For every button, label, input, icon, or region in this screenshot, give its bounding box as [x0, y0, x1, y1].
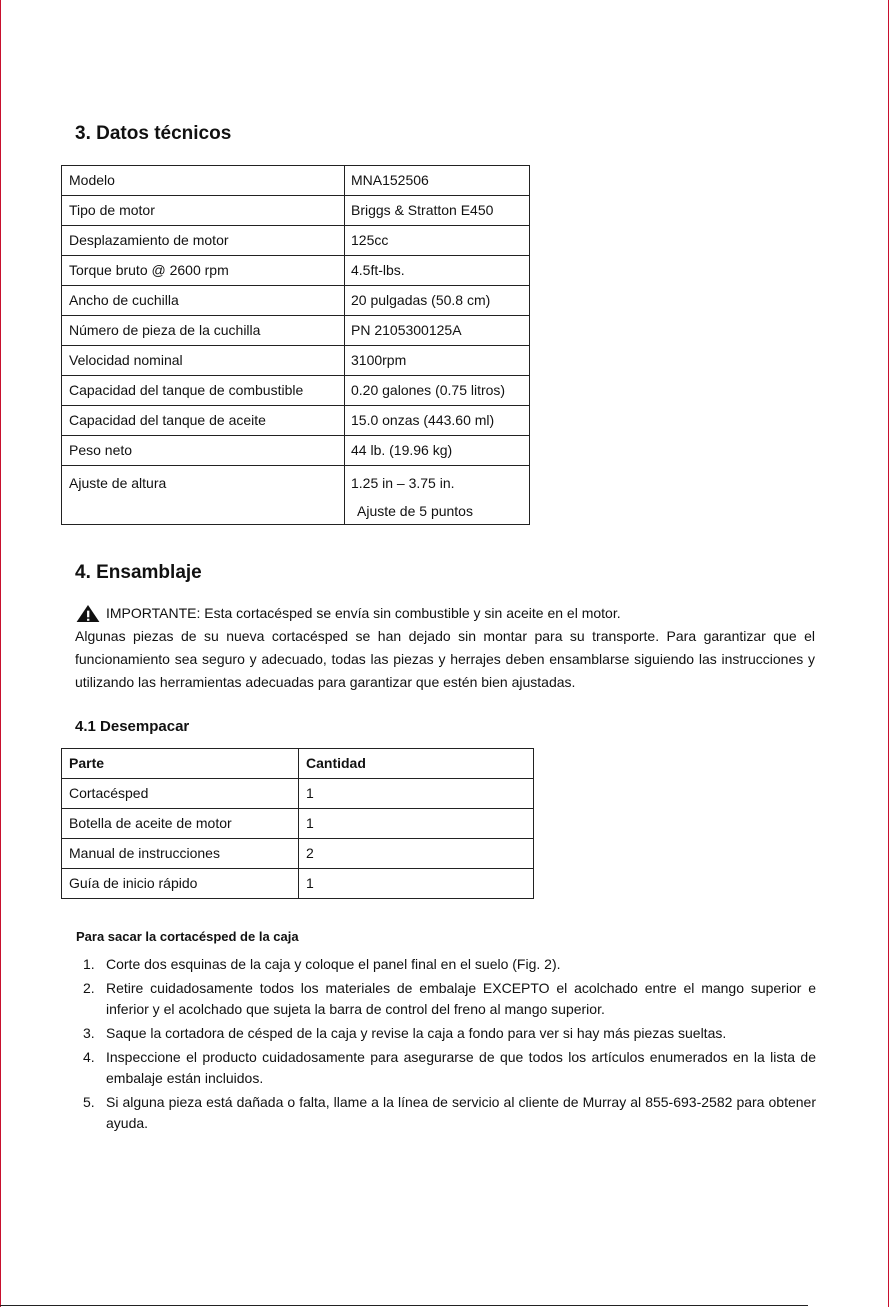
list-item — [76, 978, 816, 1020]
step-number: 1. — [83, 956, 95, 972]
important-notice — [75, 602, 815, 694]
table-row — [62, 346, 530, 376]
table-row — [62, 466, 530, 525]
column-header-quantity: Cantidad — [299, 749, 534, 779]
spec-label: Capacidad del tanque de aceite — [62, 406, 345, 436]
spec-value: 4.5ft-lbs. — [345, 256, 530, 286]
spec-value: 0.20 galones (0.75 litros) — [345, 376, 530, 406]
table-row — [62, 196, 530, 226]
part-quantity: 1 — [299, 869, 534, 899]
table-row — [62, 256, 530, 286]
section-4-heading: 4. Ensamblaje — [75, 562, 202, 583]
list-item — [76, 954, 816, 975]
spec-value: 125cc — [345, 226, 530, 256]
step-text: Corte dos esquinas de la caja y coloque el panel final en el suelo (Fig. 2). — [106, 956, 561, 972]
page-bottom-rule — [0, 1305, 808, 1306]
spec-label: Ajuste de altura — [69, 475, 167, 491]
page-edge-left — [0, 0, 1, 1307]
specs-table — [61, 165, 530, 525]
warning-triangle-icon — [75, 604, 101, 623]
table-row — [62, 376, 530, 406]
part-name: Botella de aceite de motor — [62, 809, 299, 839]
spec-label: Tipo de motor — [62, 196, 345, 226]
parts-table — [61, 748, 534, 899]
spec-value-secondary: Ajuste de 5 puntos — [357, 503, 473, 519]
table-row — [62, 436, 530, 466]
part-quantity: 2 — [299, 839, 534, 869]
spec-value: 44 lb. (19.96 kg) — [345, 436, 530, 466]
step-text: Retire cuidadosamente todos los materiales de embalaje EXCEPTO el acolchado entre el mango superior e inferior y el acolchado que sujeta la barra de control del freno al mango superior. — [106, 980, 816, 1017]
assembly-intro-paragraph: Algunas piezas de su nueva cortacésped se han dejado sin montar para su transporte. Para garantizar que el funcionamiento sea seguro y adecuado, todas las piezas y herrajes deben ensamblarse siguiendo las instrucciones y utilizando las herramientas adecuadas para garantizar que estén bien ajustadas. — [75, 628, 815, 690]
part-name: Cortacésped — [62, 779, 299, 809]
table-row — [62, 839, 534, 869]
spec-label: Número de pieza de la cuchilla — [62, 316, 345, 346]
part-name: Manual de instrucciones — [62, 839, 299, 869]
table-row — [62, 869, 534, 899]
table-row — [62, 316, 530, 346]
table-row — [62, 406, 530, 436]
table-row — [62, 779, 534, 809]
list-item — [76, 1047, 816, 1089]
unboxing-instructions-title: Para sacar la cortacésped de la caja — [76, 929, 299, 944]
spec-value: 1.25 in – 3.75 in. — [351, 475, 455, 491]
part-quantity: 1 — [299, 779, 534, 809]
spec-value: PN 2105300125A — [345, 316, 530, 346]
list-item — [76, 1092, 816, 1134]
spec-label: Capacidad del tanque de combustible — [62, 376, 345, 406]
spec-value: 15.0 onzas (443.60 ml) — [345, 406, 530, 436]
table-row — [62, 226, 530, 256]
part-name: Guía de inicio rápido — [62, 869, 299, 899]
spec-label: Desplazamiento de motor — [62, 226, 345, 256]
spec-label: Torque bruto @ 2600 rpm — [62, 256, 345, 286]
table-header-row — [62, 749, 534, 779]
spec-label: Modelo — [62, 166, 345, 196]
spec-value: MNA152506 — [345, 166, 530, 196]
spec-label: Ancho de cuchilla — [62, 286, 345, 316]
spec-label: Velocidad nominal — [62, 346, 345, 376]
spec-value: 20 pulgadas (50.8 cm) — [345, 286, 530, 316]
spec-value: 3100rpm — [345, 346, 530, 376]
table-row — [62, 286, 530, 316]
unboxing-steps-list — [76, 954, 816, 1137]
table-row — [62, 809, 534, 839]
spec-value: Briggs & Stratton E450 — [345, 196, 530, 226]
step-text: Si alguna pieza está dañada o falta, llame a la línea de servicio al cliente de Murray al 855-693-2582 para obtener ayuda. — [106, 1094, 816, 1131]
part-quantity: 1 — [299, 809, 534, 839]
spec-label: Peso neto — [62, 436, 345, 466]
section-4-1-heading: 4.1 Desempacar — [75, 718, 190, 735]
step-number: 2. — [83, 980, 95, 996]
step-number: 4. — [83, 1049, 95, 1065]
step-text: Saque la cortadora de césped de la caja y revise la caja a fondo para ver si hay más piezas sueltas. — [106, 1025, 727, 1041]
list-item — [76, 1023, 816, 1044]
step-number: 5. — [83, 1094, 95, 1110]
step-text: Inspeccione el producto cuidadosamente para asegurarse de que todos los artículos enumerados en la lista de embalaje están incluidos. — [106, 1049, 816, 1086]
column-header-part: Parte — [62, 749, 299, 779]
table-row — [62, 166, 530, 196]
important-text: IMPORTANTE: Esta cortacésped se envía sin combustible y sin aceite en el motor. — [106, 605, 621, 621]
section-3-heading: 3. Datos técnicos — [75, 123, 232, 144]
step-number: 3. — [83, 1025, 95, 1041]
